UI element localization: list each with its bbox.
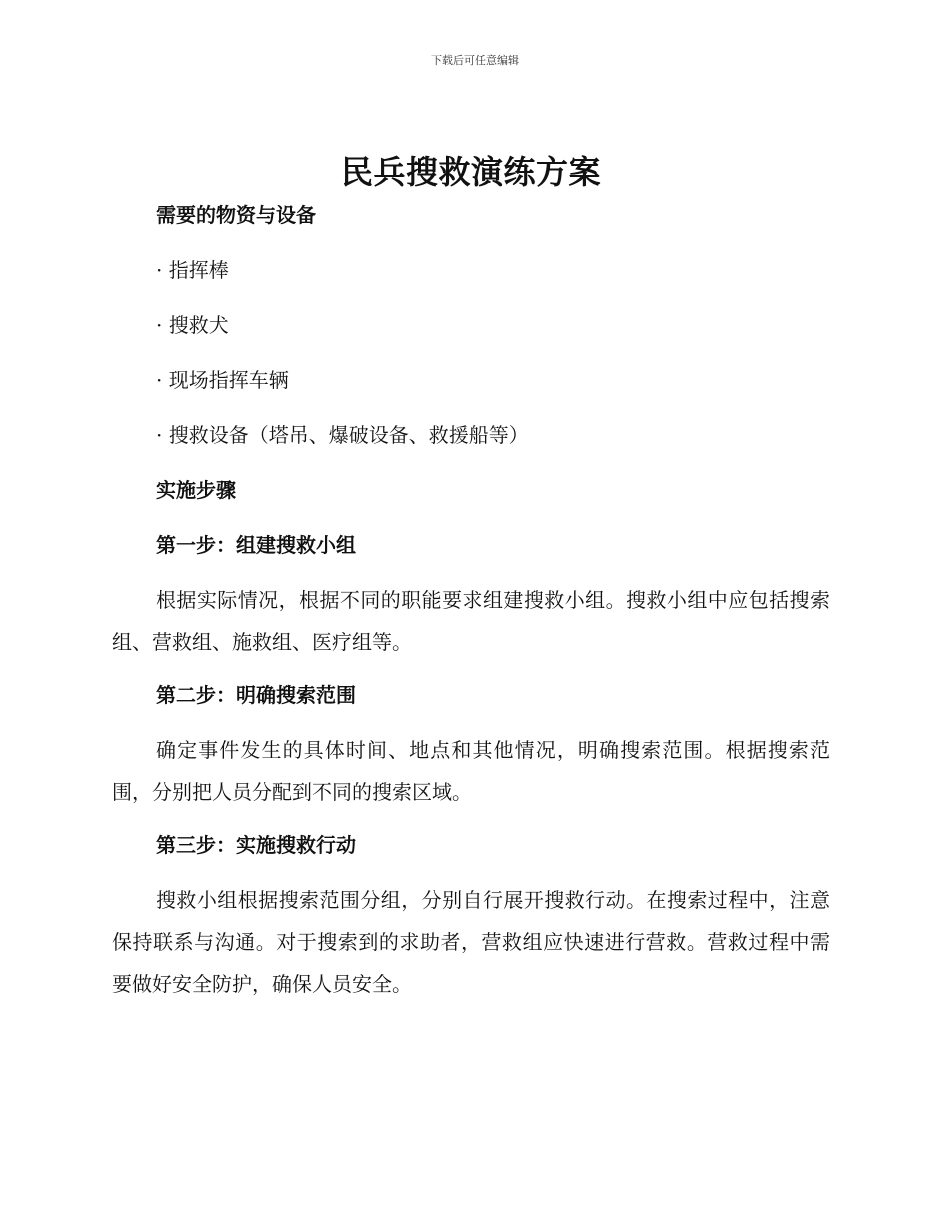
list-item: · 现场指挥车辆	[156, 368, 289, 392]
list-item: · 指挥棒	[156, 258, 229, 282]
section-heading-materials: 需要的物资与设备	[156, 203, 316, 227]
list-item: · 搜救设备（塔吊、爆破设备、救援船等）	[156, 423, 529, 447]
step-heading: 第三步：实施搜救行动	[156, 833, 356, 857]
step-paragraph: 搜救小组根据搜索范围分组，分别自行展开搜救行动。在搜索过程中，注意保持联系与沟通。对于搜索到的求助者，营救组应快速进行营救。营救过程中需要做好安全防护，确保人员安全。	[112, 888, 830, 996]
step-paragraph: 根据实际情况，根据不同的职能要求组建搜救小组。搜救小组中应包括搜索组、营救组、施救组、医疗组等。	[112, 588, 830, 654]
list-item: · 搜救犬	[156, 313, 229, 337]
step-heading: 第一步：组建搜救小组	[156, 533, 356, 557]
step-heading: 第二步：明确搜索范围	[156, 683, 356, 707]
document-body	[112, 150, 830, 1023]
page-header-note: 下载后可任意编辑	[431, 54, 519, 67]
document-title: 民兵搜救演练方案	[340, 153, 601, 191]
section-heading-steps: 实施步骤	[156, 478, 236, 502]
step-paragraph: 确定事件发生的具体时间、地点和其他情况，明确搜索范围。根据搜索范围，分别把人员分配到不同的搜索区域。	[112, 738, 830, 804]
